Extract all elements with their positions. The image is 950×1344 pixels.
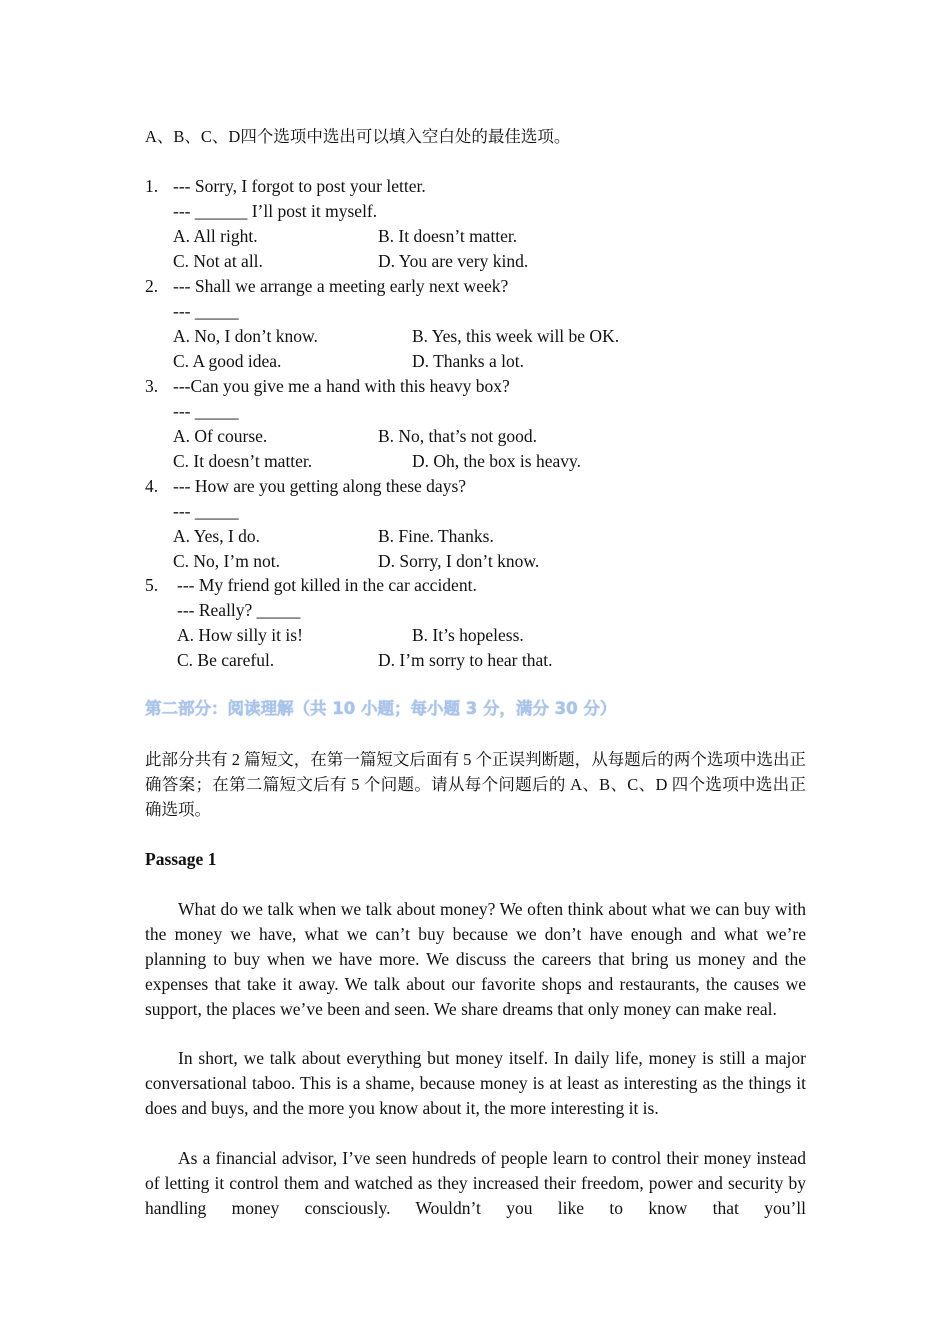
passage-paragraph-2: In short, we talk about everything but money itself. In daily life, money is still a major conversational taboo. This is a shame, because money is at least as interesting as the things it does and buys, and the more you know about it, the more interesting it is. — [145, 1048, 806, 1118]
question-line-2: --- _____ — [173, 401, 239, 421]
option-c: C. A good idea. — [173, 351, 282, 371]
option-c: C. Not at all. — [173, 251, 263, 271]
part2-heading: 第二部分：阅读理解（共 10 小题；每小题 3 分，满分 30 分） — [145, 699, 617, 718]
question-line-1: --- My friend got killed in the car accident. — [177, 575, 477, 595]
option-d: D. Thanks a lot. — [412, 351, 524, 371]
option-d: D. You are very kind. — [378, 251, 529, 271]
passage-paragraph-3: As a financial advisor, I’ve seen hundreds of people learn to control their money instead of letting it control them and watched as they increased their freedom, power and security by handling money consciously. Wouldn’t you like to know that you’ll — [145, 1148, 806, 1218]
option-b: B. It’s hopeless. — [412, 625, 524, 645]
option-b: B. Fine. Thanks. — [378, 526, 494, 546]
question-number: 2. — [145, 276, 159, 296]
question-line-2: --- Really? _____ — [177, 600, 301, 620]
option-a: A. Yes, I do. — [173, 526, 261, 546]
question-number: 3. — [145, 376, 159, 396]
question-line-2: --- _____ — [173, 301, 239, 321]
option-b: B. No, that’s not good. — [378, 426, 537, 446]
option-a: A. No, I don’t know. — [173, 326, 318, 346]
option-c: C. Be careful. — [177, 650, 275, 670]
option-b: B. It doesn’t matter. — [378, 226, 518, 246]
option-c: C. It doesn’t matter. — [173, 451, 313, 471]
question-line-2: --- ______ I’ll post it myself. — [173, 201, 378, 221]
question-line-1: --- How are you getting along these days? — [173, 476, 467, 496]
question-number: 4. — [145, 476, 159, 496]
option-d: D. Sorry, I don’t know. — [378, 551, 540, 571]
question-line-1: --- Sorry, I forgot to post your letter. — [173, 176, 426, 196]
option-d: D. I’m sorry to hear that. — [378, 650, 553, 670]
option-a: A. All right. — [173, 226, 258, 246]
option-b: B. Yes, this week will be OK. — [412, 326, 620, 346]
question-line-2: --- _____ — [173, 501, 239, 521]
part2-instruction: 此部分共有 2 篇短文，在第一篇短文后面有 5 个正误判断题，从每题后的两个选项中选出正确答案；在第二篇短文后有 5 个问题。请从每个问题后的 A、B、C、D 四个选项中选出正确选项。 — [145, 750, 806, 819]
option-a: A. Of course. — [173, 426, 268, 446]
passage-title: Passage 1 — [145, 849, 217, 869]
question-number: 1. — [145, 176, 159, 196]
passage-paragraph-1: What do we talk when we talk about money? We often think about what we can buy with the money we have, what we can’t buy because we don’t have enough and what we’re planning to buy when we have more. We discuss the careers that bring us money and the expenses that take it away. We talk about our favorite shops and restaurants, the causes we support, the places we’ve been and seen. We share dreams that only money can make real. — [145, 899, 806, 1019]
option-c: C. No, I’m not. — [173, 551, 280, 571]
question-line-1: --- Shall we arrange a meeting early next week? — [173, 276, 509, 296]
instruction-top: A、B、C、D四个选项中选出可以填入空白处的最佳选项。 — [145, 127, 571, 146]
option-d: D. Oh, the box is heavy. — [412, 451, 581, 471]
question-number: 5. — [145, 575, 159, 595]
question-line-1: ---Can you give me a hand with this heavy box? — [173, 376, 510, 396]
option-a: A. How silly it is! — [177, 625, 303, 645]
